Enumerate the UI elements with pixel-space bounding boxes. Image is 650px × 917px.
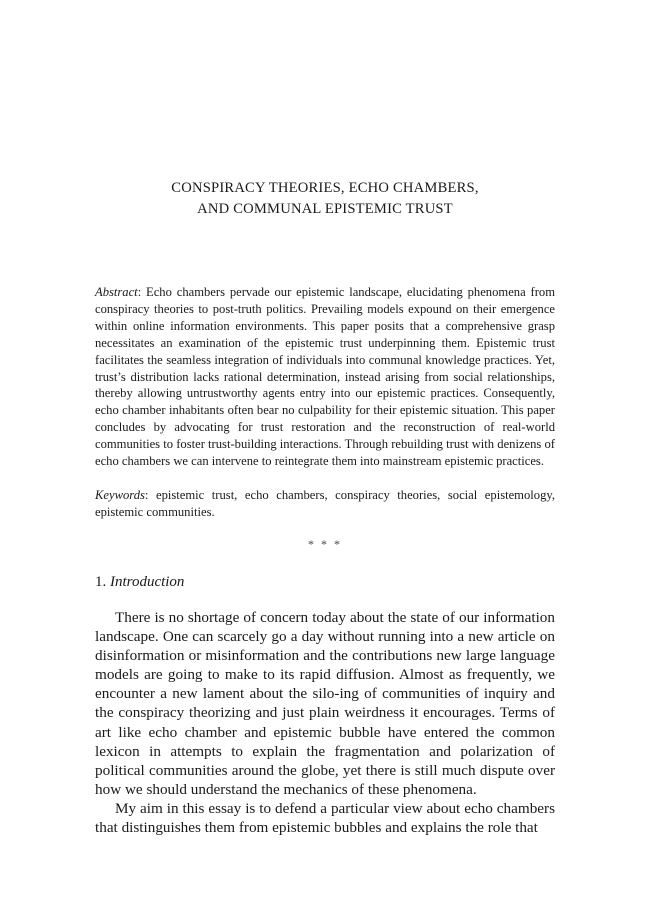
abstract-text: : Echo chambers pervade our epistemic landscape, elucidating phenomena from conspiracy theories to post-truth politics. Prevailing models expound on their emergence within online information environments. This paper posits that a comprehensive grasp necessitates an examination of the epistemic trust underpinning them. Epistemic trust facilitates the seamless integration of individuals into communal knowledge practices. Yet, trust’s distribution lacks rational determination, instead arising from social relationships, thereby allowing untrustworthy agents entry into our epistemic practices. Consequently, echo chamber inhabitants often bear no culpability for their epistemic situation. This paper concludes by advocating for trust restoration and the reconstruction of real-world communities to foster trust-building interactions. Through rebuilding trust with denizens of echo chambers we can intervene to reintegrate them into mainstream epistemic practices. — [95, 285, 555, 469]
keywords-section — [95, 487, 555, 521]
paper-title — [95, 178, 555, 220]
body-paragraph-2: My aim in this essay is to defend a particular view about echo chambers that distinguishes them from epistemic bubbles and explains the role that — [95, 799, 555, 837]
abstract-label: Abstract — [95, 285, 138, 299]
section-separator: * * * — [308, 537, 342, 551]
section-heading — [95, 572, 555, 592]
keywords-paragraph — [95, 487, 555, 521]
keywords-label: Keywords — [95, 488, 145, 502]
section-number: 1. — [95, 574, 107, 590]
abstract-section — [95, 284, 555, 470]
keywords-text: : epistemic trust, echo chambers, conspiracy theories, social epistemology, epistemic communities. — [95, 488, 555, 519]
title-line-1: CONSPIRACY THEORIES, ECHO CHAMBERS, — [171, 180, 479, 196]
section-name: Introduction — [110, 574, 185, 590]
body-text — [95, 608, 555, 837]
title-line-2: AND COMMUNAL EPISTEMIC TRUST — [197, 201, 453, 217]
body-paragraph-1: There is no shortage of concern today about the state of our information landscape. One can scarcely go a day without running into a new article on disinformation or misinformation and the contributions new large language models are going to make to its rapid diffusion. Almost as frequently, we encounter a new lament about the silo-ing of communities of inquiry and the conspiracy theorizing and just plain weirdness it encourages. Terms of art like echo chamber and epistemic bubble have entered the common lexicon in attempts to explain the fragmentation and polarization of political communities around the globe, yet there is still much dispute over how we should understand the mechanics of these phenomena. — [95, 609, 555, 798]
abstract-paragraph — [95, 284, 555, 470]
